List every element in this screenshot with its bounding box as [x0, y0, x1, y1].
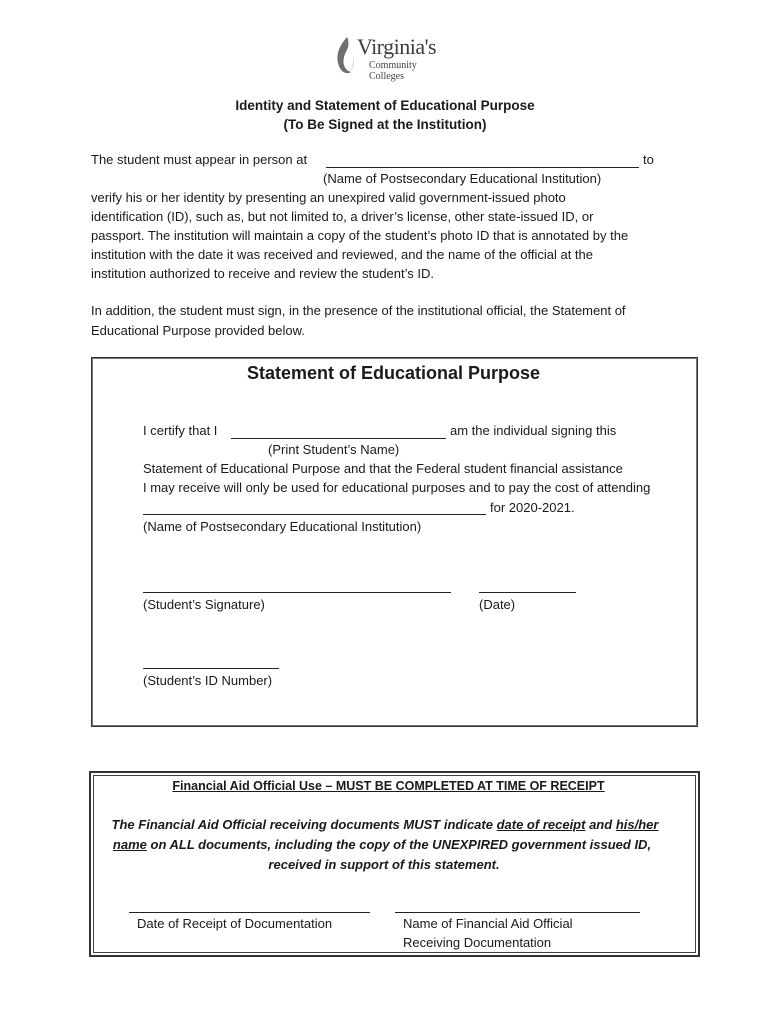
- year-text: for 2020-2021.: [490, 500, 575, 515]
- document-subtitle: (To Be Signed at the Institution): [283, 117, 487, 132]
- certify-end: am the individual signing this: [450, 423, 617, 438]
- logo-wordmark: Virginia's: [357, 34, 437, 59]
- date-of-receipt-emphasis: date of receipt: [496, 817, 586, 832]
- vcc-logo: [333, 34, 453, 82]
- intro-line1-start: The student must appear in person at: [91, 152, 308, 167]
- receipt-date-line[interactable]: [129, 912, 370, 913]
- intro-line: passport. The institution will maintain a copy of the student’s photo ID that is annotated by the: [91, 228, 629, 243]
- receipt-date-caption: Date of Receipt of Documentation: [137, 916, 333, 931]
- institution-name-caption: (Name of Postsecondary Educational Institution): [323, 171, 602, 186]
- certify-start: I certify that I: [143, 423, 218, 438]
- intro-line: institution authorized to receive and review the student’s ID.: [91, 266, 435, 281]
- intro-para2-line: Educational Purpose provided below.: [91, 323, 305, 338]
- institution-attending-blank[interactable]: [143, 514, 486, 515]
- official-instructions-line2: [0, 835, 764, 855]
- name-emphasis: name: [112, 837, 147, 852]
- intro-line: identification (ID), such as, but not limited to, a driver’s license, other state-issued ID, or: [91, 209, 594, 224]
- institution-name-blank[interactable]: [326, 167, 639, 168]
- student-id-caption: (Student’s ID Number): [143, 673, 273, 688]
- student-id-line[interactable]: [143, 668, 279, 669]
- official-name-caption: Name of Financial Aid Official: [403, 916, 573, 931]
- statement-line: Statement of Educational Purpose and that the Federal student financial assistance: [143, 461, 623, 476]
- official-instructions-line3: received in support of this statement.: [268, 857, 500, 872]
- official-use-heading: Financial Aid Official Use – MUST BE COMPLETED AT TIME OF RECEIPT: [172, 779, 605, 793]
- logo-subtitle: Community Colleges: [369, 60, 417, 82]
- print-name-caption: (Print Student’s Name): [268, 442, 400, 457]
- signature-date-line[interactable]: [479, 592, 576, 593]
- official-name-caption: Receiving Documentation: [403, 935, 552, 950]
- flame-drop-icon: [333, 36, 359, 76]
- his-her-emphasis: his/her: [615, 817, 659, 832]
- statement-heading: Statement of Educational Purpose: [246, 363, 541, 383]
- student-signature-line[interactable]: [143, 592, 451, 593]
- institution-caption: (Name of Postsecondary Educational Institution): [143, 519, 422, 534]
- official-name-line[interactable]: [395, 912, 640, 913]
- document-title: Identity and Statement of Educational Purpose: [235, 98, 535, 113]
- intro-line1-end: to: [643, 152, 654, 167]
- date-caption: (Date): [479, 597, 516, 612]
- intro-para2-line: In addition, the student must sign, in the presence of the institutional official, the Statement of: [91, 303, 626, 318]
- signature-caption: (Student’s Signature): [143, 597, 265, 612]
- intro-line: verify his or her identity by presenting an unexpired valid government-issued photo: [91, 190, 566, 205]
- official-instructions-line1: [0, 815, 770, 835]
- instruction-text: on ALL documents, including the copy of the UNEXPIRED government issued ID,: [150, 837, 652, 852]
- statement-line: I may receive will only be used for educational purposes and to pay the cost of attending: [143, 480, 651, 495]
- instruction-text: and: [589, 817, 613, 832]
- student-name-blank[interactable]: [231, 438, 446, 439]
- instruction-text: The Financial Aid Official receiving documents MUST indicate: [111, 817, 493, 832]
- intro-line: institution with the date it was received and reviewed, and the name of the official at the: [91, 247, 594, 262]
